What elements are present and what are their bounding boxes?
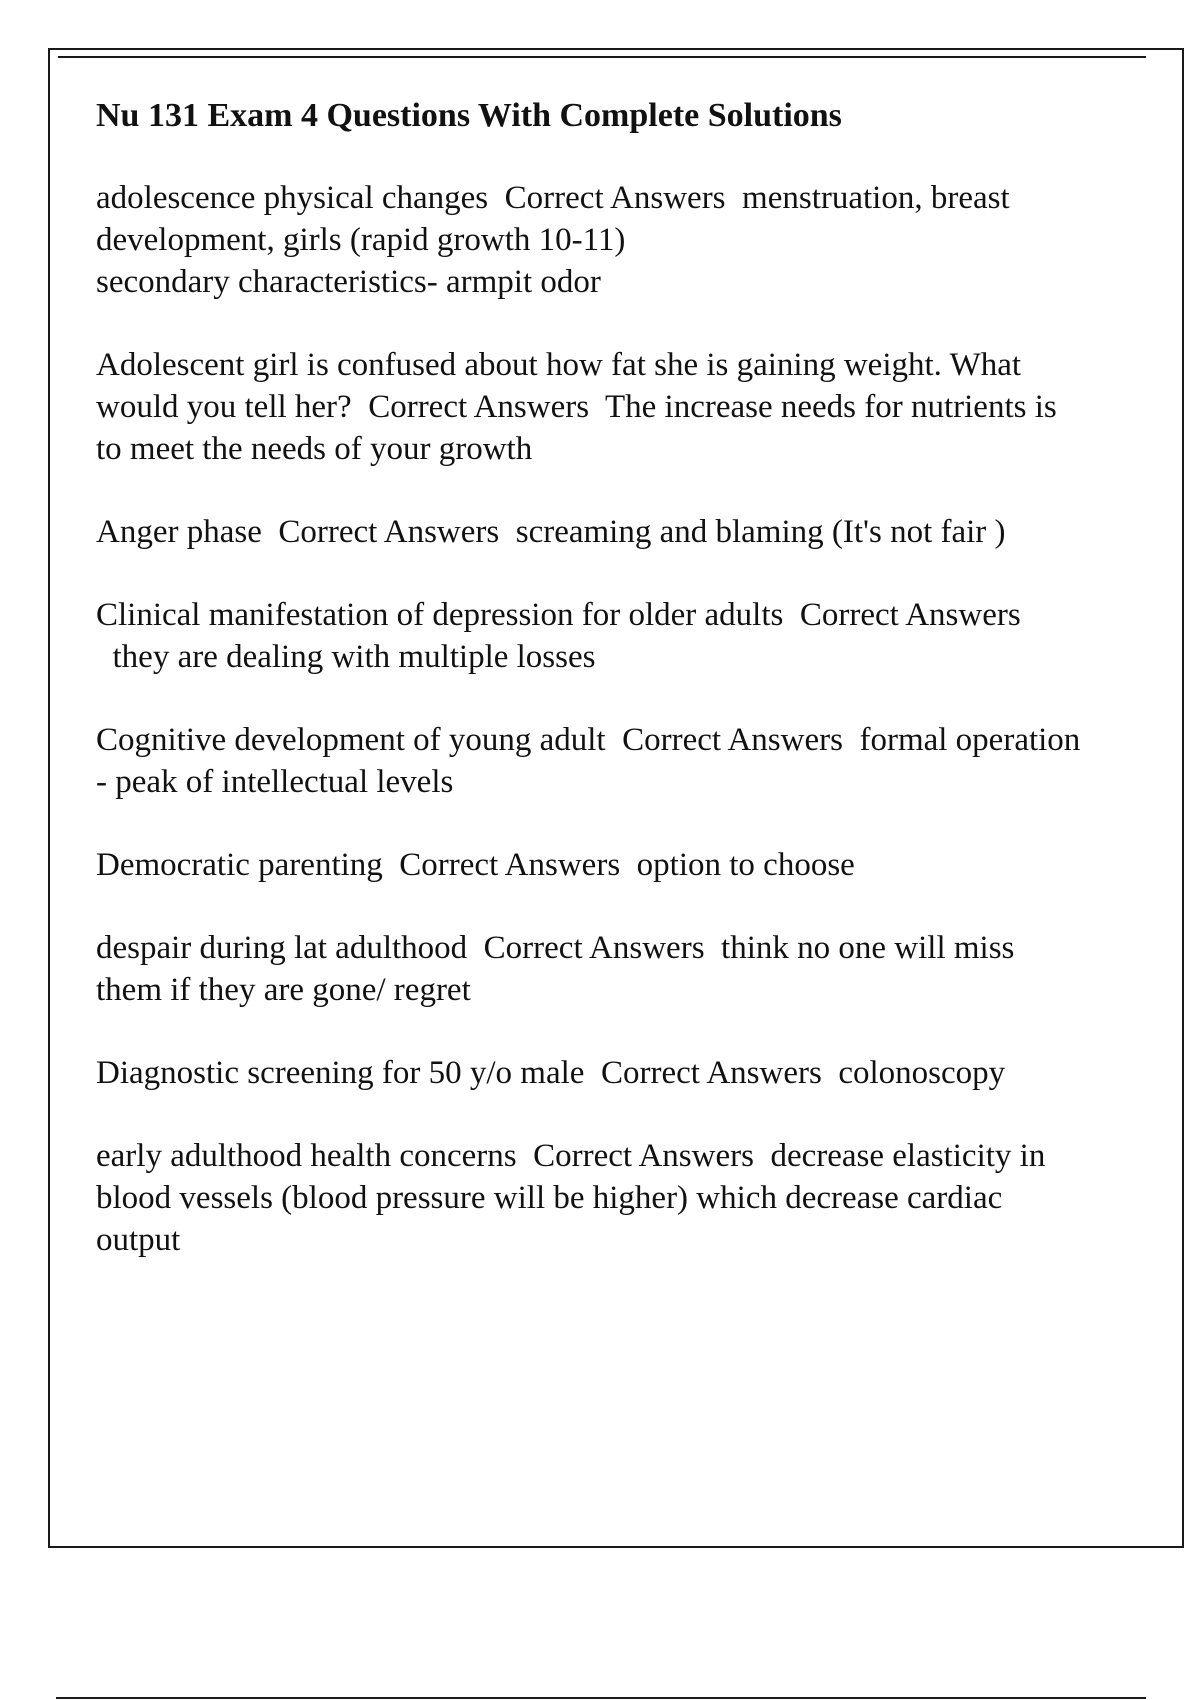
qa-separator: Correct Answers: [278, 514, 500, 550]
qa-answer: menstruation, breast development, girls (rapid growth 10-11) secondary characteristics- armpit odor: [96, 180, 1010, 300]
qa-question: early adulthood health concerns: [96, 1138, 517, 1174]
qa-answer: formal operation - peak of intellectual levels: [96, 722, 1081, 800]
qa-separator: Correct Answers: [483, 930, 705, 966]
qa-answer: decrease elasticity in blood vessels (blood pressure will be higher) which decrease cardiac output: [96, 1138, 1046, 1258]
qa-question: Cognitive development of young adult: [96, 722, 606, 758]
qa-item: [96, 594, 1086, 678]
qa-item: [96, 1135, 1086, 1261]
qa-answer: colonoscopy: [838, 1055, 1006, 1091]
qa-item: [96, 719, 1086, 803]
document-content: [96, 95, 1086, 1302]
qa-question: despair during lat adulthood: [96, 930, 468, 966]
qa-separator: Correct Answers: [533, 1138, 754, 1174]
qa-answer: screaming and blaming (It's not fair ): [515, 514, 1006, 550]
qa-separator: Correct Answers: [799, 597, 1021, 633]
qa-answer: they are dealing with multiple losses: [112, 639, 596, 675]
qa-answer: The increase needs for nutrients is to meet the needs of your growth: [96, 389, 1057, 467]
qa-answer: option to choose: [636, 847, 855, 883]
document-title: Nu 131 Exam 4 Questions With Complete Solutions: [96, 97, 842, 134]
qa-separator: Correct Answers: [600, 1055, 822, 1091]
qa-question: Adolescent girl is confused about how fat she is gaining weight. What would you tell her?: [96, 347, 1022, 425]
qa-answer: think no one will miss them if they are gone/ regret: [96, 930, 1015, 1008]
qa-separator: Correct Answers: [368, 389, 590, 425]
qa-question: Clinical manifestation of depression for older adults: [96, 597, 784, 633]
qa-question: adolescence physical changes: [96, 180, 489, 216]
qa-separator: Correct Answers: [504, 180, 726, 216]
qa-item: [96, 177, 1086, 303]
qa-item: [96, 1052, 1086, 1094]
qa-item: [96, 511, 1086, 553]
qa-question: Democratic parenting: [96, 847, 383, 883]
bottom-rule: [56, 1697, 1146, 1699]
qa-item: [96, 844, 1086, 886]
qa-question: Anger phase: [96, 514, 262, 550]
qa-item: [96, 927, 1086, 1011]
qa-separator: Correct Answers: [622, 722, 843, 758]
qa-item: [96, 344, 1086, 470]
qa-question: Diagnostic screening for 50 y/o male: [96, 1055, 585, 1091]
qa-separator: Correct Answers: [399, 847, 621, 883]
top-rule: [58, 56, 1146, 58]
